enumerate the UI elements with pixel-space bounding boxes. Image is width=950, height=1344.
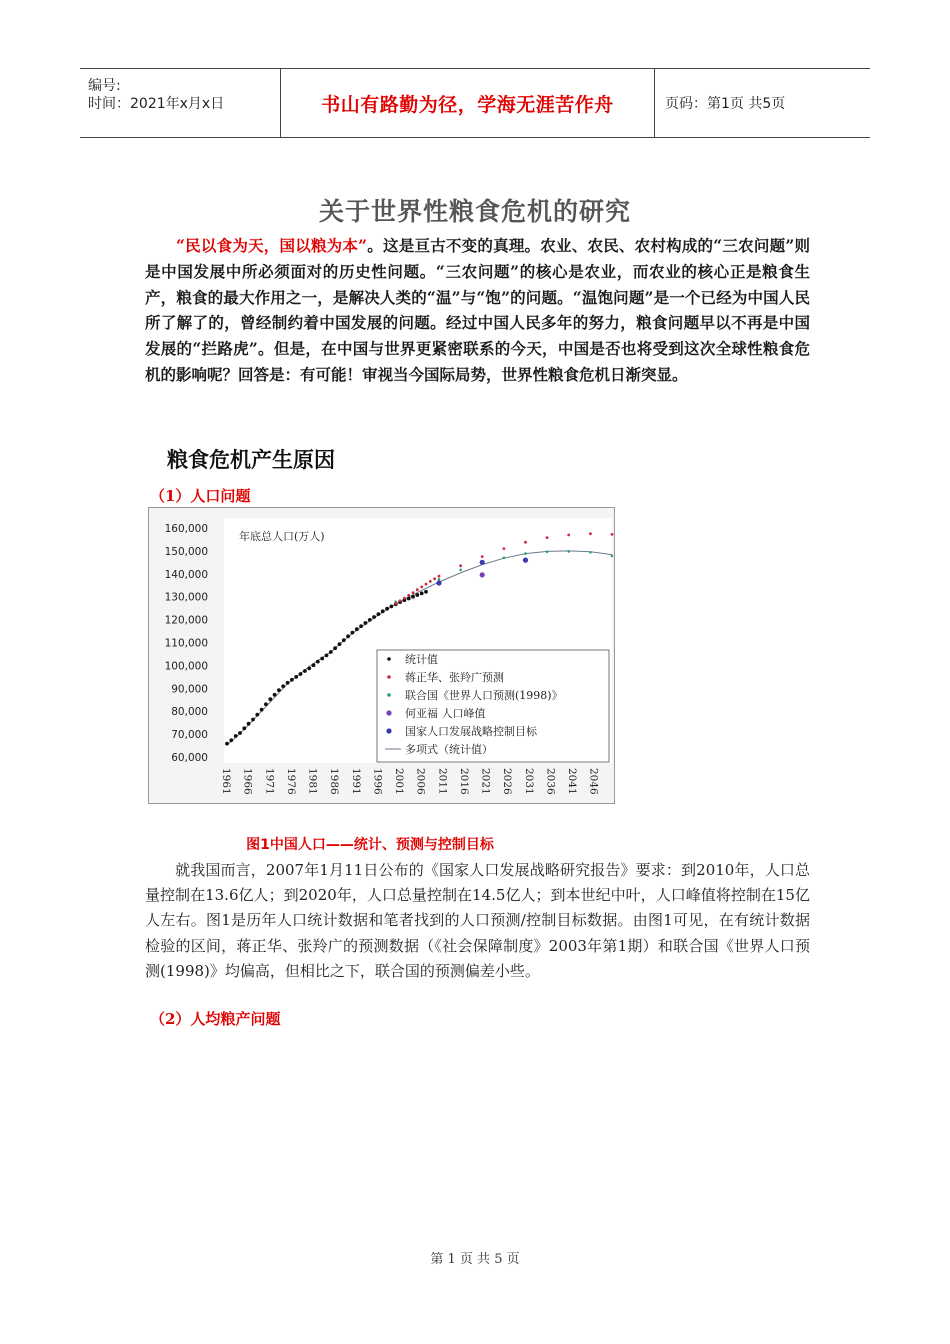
point-un	[611, 555, 614, 558]
point-stats	[260, 708, 264, 712]
point-jiang	[611, 533, 614, 536]
point-stats	[316, 660, 320, 664]
point-stats	[411, 595, 415, 599]
point-stats	[242, 726, 246, 730]
point-stats	[364, 621, 368, 625]
document-header	[80, 68, 870, 138]
y-tick-label: 80,000	[171, 706, 208, 719]
x-tick-label: 2021	[479, 768, 492, 795]
chart-inner-label: 年底总人口(万人)	[239, 530, 325, 543]
population-chart-svg	[149, 508, 614, 803]
body-paragraph	[145, 858, 810, 984]
intro-paragraph	[145, 233, 810, 388]
point-stats	[281, 684, 285, 688]
point-stats	[372, 615, 376, 619]
point-stats	[377, 612, 381, 616]
point-stats	[381, 609, 385, 613]
point-stats	[268, 697, 272, 701]
y-tick-label: 60,000	[171, 752, 208, 764]
point-jiang	[420, 586, 423, 589]
x-tick-label: 1991	[349, 768, 362, 795]
y-tick-label: 100,000	[164, 660, 208, 673]
point-stats	[312, 663, 316, 667]
point-stats	[424, 590, 428, 594]
point-jiang	[429, 580, 432, 583]
body-paragraph-text: 就我国而言，2007年1月11日公布的《国家人口发展战略研究报告》要求：到2010年，人口总量控制在13.6亿人；到2020年，人口总量控制在14.5亿人；到本世纪中叶，人口峰值将控制在15亿人左右。图1是历年人口统计数据和笔者找到的人口预测/控制目标数据。由图1可见，在有统计数据检验的区间，蒋正华、张羚广的预测数据（《社会保障制度》2003年第1期）和联合国《世界人口预测(1998)》均偏高，但相比之下，联合国的预测偏差小些。	[145, 861, 810, 980]
intro-text: 。这是亘古不变的真理。农业、农民、农村构成的“三农问题”则是中国发展中所必须面对的历史性问题。“三农问题”的核心是农业，而农业的核心正是粮食生产，粮食的最大作用之一，是解决人类的“温”与“饱”的问题。“温饱问题”是一个已经为中国人民所了解了的，曾经制约着中国发展的问题。经过中国人民多年的努力，粮食问题早以不再是中国发展的“拦路虎”。但是，在中国与世界更紧密联系的今天，中国是否也将受到这次全球性粮食危机的影响呢？回答是：有可能！审视当今国际局势，世界性粮食危机日渐突显。	[145, 236, 810, 384]
point-jiang	[407, 594, 410, 597]
point-stats	[303, 669, 307, 673]
point-jiang	[589, 532, 592, 535]
point-stats	[320, 657, 324, 661]
point-stats	[342, 638, 346, 642]
point-un	[524, 552, 527, 555]
point-jiang	[412, 591, 415, 594]
point-stats	[255, 713, 259, 717]
point-jiang	[399, 599, 402, 602]
point-stats	[299, 672, 303, 676]
document-title: 关于世界性粮食危机的研究	[318, 197, 631, 226]
x-tick-label: 1976	[284, 768, 297, 795]
point-stats	[333, 646, 337, 650]
point-stats	[234, 734, 238, 738]
point-stats	[229, 738, 233, 742]
y-tick-label: 110,000	[164, 637, 208, 650]
point-stats	[415, 593, 419, 597]
point-stats	[329, 650, 333, 654]
point-un	[589, 551, 592, 554]
legend-label-un: 联合国《世界人口预测(1998)》	[405, 689, 563, 702]
page-footer: 第 1 页 共 5 页	[430, 1252, 520, 1267]
y-tick-label: 70,000	[171, 729, 208, 742]
x-tick-label: 2006	[414, 768, 427, 795]
chart-legend	[377, 650, 609, 762]
point-stats	[338, 642, 342, 646]
legend-swatch-stats	[387, 657, 391, 661]
point-stats	[346, 634, 350, 638]
point-jiang	[481, 555, 484, 558]
x-tick-label: 2041	[566, 768, 579, 795]
point-jiang	[394, 602, 397, 605]
point-target	[523, 558, 528, 563]
point-stats	[351, 631, 355, 635]
intro-quote: “民以食为天，国以粮为本”	[176, 236, 368, 255]
point-stats	[251, 718, 255, 722]
x-tick-label: 2016	[457, 768, 470, 795]
point-un	[567, 550, 570, 553]
x-tick-label: 1966	[241, 768, 254, 795]
point-stats	[225, 742, 229, 746]
point-jiang	[403, 597, 406, 600]
y-tick-label: 130,000	[164, 591, 208, 604]
header-meta-cell	[80, 69, 281, 137]
point-stats	[355, 627, 359, 631]
point-stats	[325, 654, 329, 658]
point-jiang	[416, 588, 419, 591]
x-tick-label: 1996	[371, 768, 384, 795]
x-tick-label: 2026	[501, 768, 514, 795]
y-tick-label: 160,000	[164, 523, 208, 535]
point-stats	[407, 597, 411, 601]
point-jiang	[546, 536, 549, 539]
point-stats	[238, 731, 242, 735]
y-tick-label: 140,000	[164, 568, 208, 581]
legend-label-jiang: 蒋正华、张羚广预测	[405, 671, 504, 684]
header-page-cell	[655, 69, 870, 137]
legend-swatch-he	[386, 710, 391, 715]
point-stats	[307, 667, 311, 671]
document-number-label: 编号:	[88, 78, 121, 94]
x-tick-label: 1981	[306, 768, 319, 795]
legend-label-stats: 统计值	[405, 653, 438, 666]
point-target	[436, 580, 441, 585]
header-motto-cell	[281, 69, 655, 137]
point-he	[480, 572, 485, 577]
point-stats	[264, 702, 268, 706]
x-tick-label: 1971	[263, 768, 276, 795]
point-jiang	[503, 547, 506, 550]
population-chart	[148, 507, 615, 804]
point-stats	[294, 675, 298, 679]
y-tick-label: 150,000	[164, 545, 208, 558]
point-stats	[359, 624, 363, 628]
point-stats	[286, 681, 290, 685]
point-un	[438, 578, 441, 581]
point-un	[503, 557, 506, 560]
subsection-population: （1）人口问题	[150, 487, 251, 505]
subsection-grain-per-capita: （2）人均粮产问题	[150, 1010, 281, 1028]
y-tick-label: 90,000	[171, 683, 208, 696]
x-tick-label: 1961	[220, 768, 232, 795]
legend-swatch-un	[387, 693, 391, 697]
point-jiang	[433, 577, 436, 580]
point-jiang	[425, 583, 428, 586]
header-page-info: 页码：第1页 共5页	[665, 96, 786, 112]
legend-label-target: 国家人口发展战略控制目标	[405, 725, 537, 738]
point-jiang	[524, 541, 527, 544]
x-tick-label: 2036	[544, 768, 557, 795]
y-axis-ticks	[165, 523, 208, 764]
point-stats	[247, 722, 251, 726]
x-tick-label: 2011	[436, 768, 449, 795]
point-stats	[368, 618, 372, 622]
x-tick-label: 2001	[393, 768, 406, 795]
x-axis-ticks	[220, 768, 600, 795]
y-tick-label: 120,000	[164, 614, 208, 627]
x-tick-label: 1986	[328, 768, 341, 795]
point-jiang	[438, 575, 441, 578]
point-stats	[290, 678, 294, 682]
point-jiang	[567, 534, 570, 537]
point-un	[459, 569, 462, 572]
point-stats	[273, 693, 277, 697]
legend-swatch-jiang	[387, 675, 391, 679]
x-tick-label: 2046	[587, 768, 600, 795]
point-stats	[277, 688, 281, 692]
section-heading: 粮食危机产生原因	[167, 447, 335, 472]
point-un	[546, 551, 549, 554]
header-motto: 书山有路勤为径，学海无涯苦作舟	[321, 93, 614, 116]
legend-label-he: 何亚福 人口峰值	[405, 707, 486, 720]
point-stats	[390, 605, 394, 609]
point-target	[480, 560, 485, 565]
point-stats	[385, 607, 389, 611]
document-time-label: 时间：2021年x月x日	[88, 96, 225, 112]
point-stats	[420, 592, 424, 596]
legend-label-poly: 多项式（统计值）	[405, 743, 493, 756]
x-tick-label: 2031	[522, 768, 535, 795]
point-jiang	[459, 564, 462, 567]
figure-caption: 图1中国人口——统计、预测与控制目标	[246, 837, 494, 853]
legend-swatch-target	[386, 728, 391, 733]
